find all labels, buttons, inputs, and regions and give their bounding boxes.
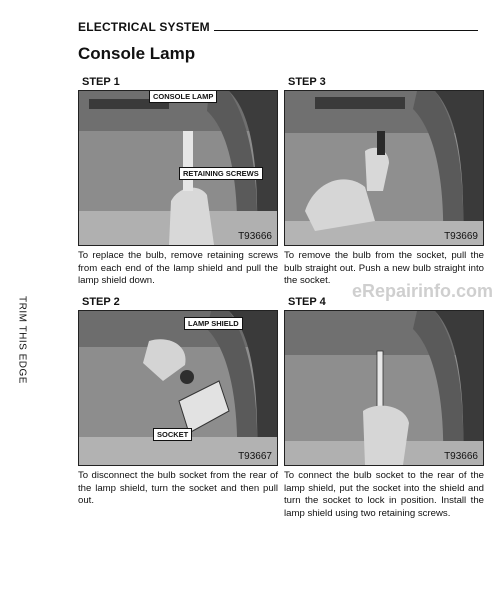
- step2-photo: [78, 310, 278, 466]
- trim-edge-note: [12, 285, 32, 395]
- step1-label: STEP 1: [82, 76, 120, 88]
- step3-photo: [284, 90, 484, 246]
- page-title: Console Lamp: [78, 44, 196, 63]
- step3-caption: To remove the bulb from the socket, pull the bulb straight out. Push a new bulb straight into the socket.: [284, 250, 484, 286]
- section-header: [78, 18, 478, 34]
- step2-label: STEP 2: [82, 296, 120, 308]
- step1-figure-number: T93666: [238, 231, 272, 242]
- step1-caption: To replace the bulb, remove retaining screws from each end of the lamp shield and pull the lamp shield down.: [78, 250, 278, 286]
- step2-caption: To disconnect the bulb socket from the rear of the lamp shield, turn the socket and then pull out.: [78, 470, 278, 506]
- step2-figure-number: T93667: [238, 451, 272, 462]
- step4-caption: To connect the bulb socket to the rear of the lamp shield, put the socket into the shield and turn the socket to lock in position. Install the lamp shield using two retaining screws.: [284, 470, 484, 519]
- callout-console-lamp: CONSOLE LAMP: [149, 90, 217, 103]
- step3-label: STEP 3: [288, 76, 326, 88]
- callout-lamp-shield: LAMP SHIELD: [184, 317, 243, 330]
- trim-edge-text: TRIM THIS EDGE: [16, 296, 28, 384]
- step4-figure-number: T93666: [444, 451, 478, 462]
- step4-label: STEP 4: [288, 296, 326, 308]
- step4-photo: [284, 310, 484, 466]
- step3-figure-number: T93669: [444, 231, 478, 242]
- step1-photo: [78, 90, 278, 246]
- callout-socket: SOCKET: [153, 428, 192, 441]
- watermark: eRepairinfo.com: [352, 281, 494, 301]
- section-heading: ELECTRICAL SYSTEM: [78, 20, 214, 34]
- callout-retaining-screws: RETAINING SCREWS: [179, 167, 263, 180]
